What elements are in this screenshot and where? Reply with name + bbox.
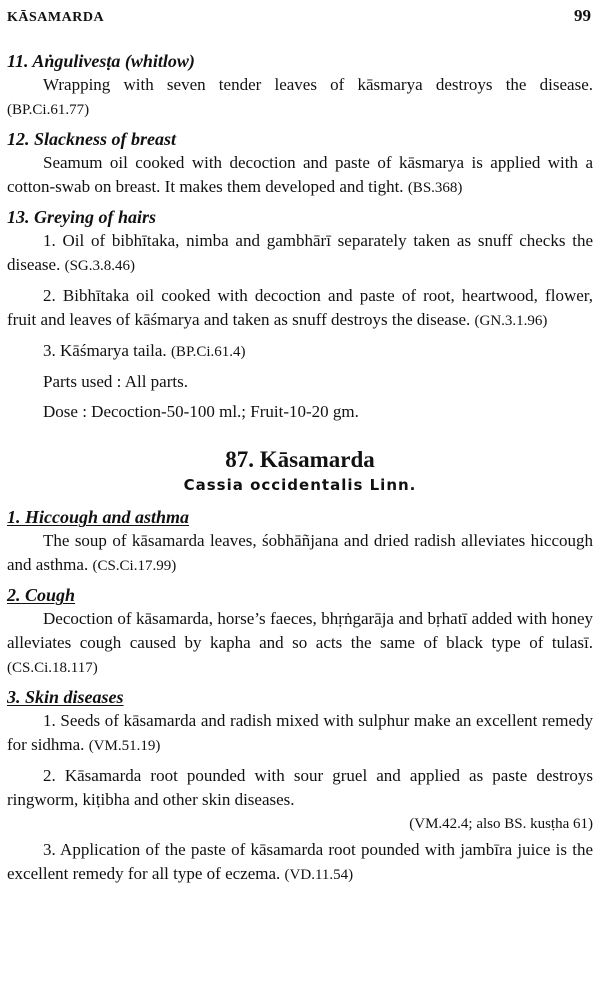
reference: (BS.368): [407, 180, 463, 196]
section-heading: 13. Greying of hairs: [7, 207, 157, 227]
section-heading: 11. Aṅgulivesṭa (whitlow): [7, 51, 195, 71]
running-title: KĀSAMARDA: [7, 10, 105, 25]
section-hiccough-and-asthma: [7, 506, 593, 578]
reference: (BP.Ci.61.4): [170, 344, 246, 360]
dose: Dose : Decoction-50-100 ml.; Fruit-10-20 gm.: [43, 402, 359, 421]
reference: (BP.Ci.61.77): [7, 102, 90, 118]
section-anguliveshta: [7, 50, 593, 122]
reference: (SG.3.8.46): [64, 258, 136, 274]
paragraph: 2. Kāsamarda root pounded with sour gruel and applied as paste destroys ringworm, kiṭibha and other skin diseases.: [7, 766, 593, 809]
section-heading: 12. Slackness of breast: [7, 129, 177, 149]
paragraph: 1. Oil of bibhītaka, nimba and gambhārī separately taken as snuff checks the disease. (SG.3.8.46): [7, 231, 593, 274]
paragraph: Decoction of kāsamarda, horse’s faeces, bhṛṅgarāja and bṛhatī added with honey alleviates cough caused by kapha and so acts the same of black type of tulasī. (CS.Ci.18.117): [7, 609, 593, 676]
paragraph: Seamum oil cooked with decoction and paste of kāsmarya is applied with a cotton-swab on breast. It makes them developed and tight. (BS.368): [7, 153, 593, 196]
section-cough: [7, 584, 593, 680]
section-heading: 3. Skin diseases: [7, 687, 124, 707]
reference: (CS.Ci.17.99): [92, 558, 177, 574]
chapter-subtitle: Cassia occidentalis Linn.: [183, 476, 417, 494]
chapter-heading: [7, 446, 593, 496]
reference: (VM.42.4; also BS. kusṭha 61): [409, 816, 593, 832]
reference: (CS.Ci.18.117): [7, 660, 98, 676]
reference: (GN.3.1.96): [474, 313, 548, 329]
reference: (VM.51.19): [88, 738, 161, 754]
section-slackness-of-breast: [7, 128, 593, 200]
section-heading: 1. Hiccough and asthma: [7, 507, 190, 527]
section-greying-of-hairs: [7, 206, 593, 424]
paragraph: 3. Application of the paste of kāsamarda root pounded with jambīra juice is the excellent remedy for all type of eczema. (VD.11.54): [7, 840, 593, 883]
paragraph: 2. Bibhītaka oil cooked with decoction and paste of root, heartwood, flower, fruit and leaves of kāśmarya and taken as snuff destroys the disease. (GN.3.1.96): [7, 286, 593, 329]
section-skin-diseases: [7, 686, 593, 887]
running-head: [7, 6, 593, 50]
page-number: 99: [574, 6, 591, 25]
paragraph: The soup of kāsamarda leaves, śobhāñjana and dried radish alleviates hiccough and asthma. (CS.Ci.17.99): [7, 531, 593, 574]
parts-used: Parts used : All parts.: [43, 372, 188, 391]
paragraph: Wrapping with seven tender leaves of kāsmarya destroys the disease. (BP.Ci.61.77): [7, 75, 593, 118]
section-heading: 2. Cough: [7, 585, 76, 605]
paragraph: 3. Kāśmarya taila. (BP.Ci.61.4): [43, 341, 246, 360]
reference: (VD.11.54): [284, 867, 354, 883]
paragraph: 1. Seeds of kāsamarda and radish mixed with sulphur make an excellent remedy for sidhma. (VM.51.19): [7, 711, 593, 754]
chapter-title: 87. Kāsamarda: [225, 447, 375, 472]
